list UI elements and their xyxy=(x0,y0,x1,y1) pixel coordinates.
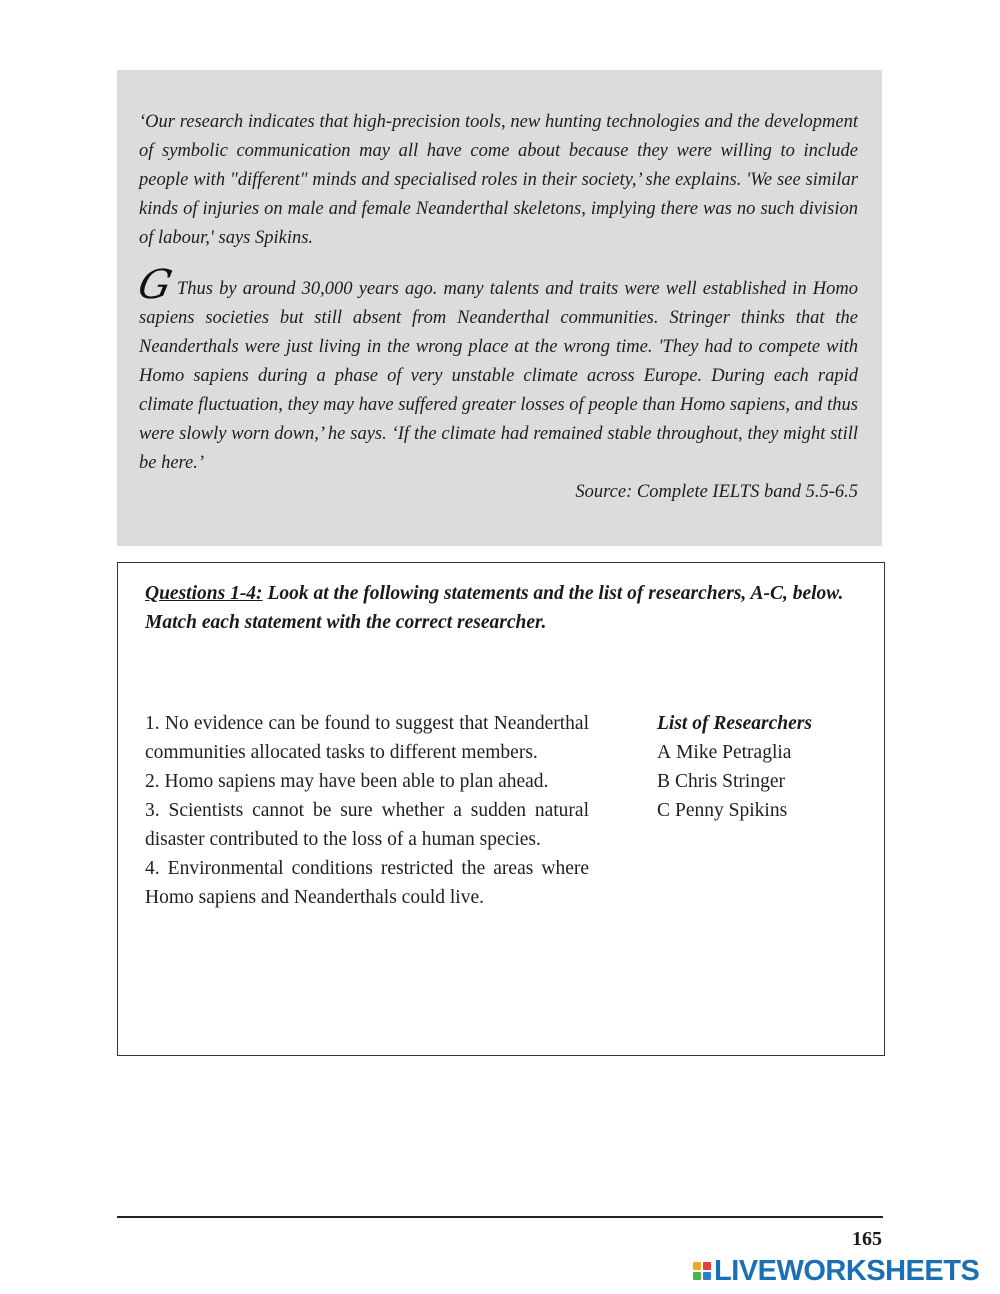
logo-square-2 xyxy=(703,1262,711,1270)
passage-paragraph-1: ‘Our research indicates that high-precision tools, new hunting technologies and the development of symbolic communication may all have come about because they were willing to include people with "different" minds and specialised roles in their society,’ she explains. 'We see similar kinds of injuries on male and female Neanderthal skeletons, implying there was no such division of labour,' says Spikins. xyxy=(139,112,858,248)
statement-4: 4. Environmental conditions restricted the areas where Homo sapiens and Neanderthals could live. xyxy=(145,858,589,908)
researcher-name: Mike Petraglia xyxy=(676,742,792,763)
statement-list xyxy=(145,709,589,912)
logo-square-4 xyxy=(703,1272,711,1280)
researcher-list-title: List of Researchers xyxy=(657,713,812,734)
footer-divider xyxy=(117,1216,883,1218)
source-citation: Source: Complete IELTS band 5.5-6.5 xyxy=(575,482,858,502)
passage-paragraph-2-text: Thus by around 30,000 years ago. many talents and traits were well established in Homo sapiens societies but still absent from Neanderthal communities. Stringer thinks that the Neanderthals were just living in the wrong place at the wrong time. 'They had to compete with Homo sapiens during a phase of very unstable climate across Europe. During each rapid climate fluctuation, they may have suffered greater losses of people than Homo sapiens, and thus were slowly worn down,’ he says. ‘If the climate had remained stable throughout, they might still be here.’ xyxy=(139,279,858,473)
paragraph-letter-g: G xyxy=(134,262,176,308)
page-number: 165 xyxy=(852,1228,882,1250)
researcher-name: Penny Spikins xyxy=(675,800,788,821)
liveworksheets-logo-icon xyxy=(693,1262,711,1280)
researcher-letter: A xyxy=(657,742,672,763)
questions-instruction-2: Match each statement with the correct researcher. xyxy=(145,612,547,633)
researcher-letter: C xyxy=(657,800,671,821)
researcher-list xyxy=(657,709,867,825)
statement-3: 3. Scientists cannot be sure whether a sudden natural disaster contributed to the loss of a human species. xyxy=(145,800,589,850)
researcher-name: Chris Stringer xyxy=(675,771,785,792)
questions-heading xyxy=(145,579,858,608)
logo-square-1 xyxy=(693,1262,701,1270)
researcher-c xyxy=(657,796,867,825)
questions-instruction-1: Look at the following statements and the list of researchers, A-C, below. xyxy=(262,583,844,604)
reading-passage xyxy=(117,70,882,546)
liveworksheets-wordmark: LIVEWORKSHEETS xyxy=(714,1255,980,1287)
liveworksheets-logo[interactable] xyxy=(693,1256,979,1286)
questions-range-label: Questions 1-4: xyxy=(145,583,263,604)
researcher-letter: B xyxy=(657,771,671,792)
questions-box xyxy=(117,562,885,1056)
statement-2: 2. Homo sapiens may have been able to plan ahead. xyxy=(145,771,549,792)
statement-1: 1. No evidence can be found to suggest that Neanderthal communities allocated tasks to different members. xyxy=(145,713,589,763)
researcher-b xyxy=(657,767,867,796)
passage-paragraph-g xyxy=(134,262,858,478)
logo-square-3 xyxy=(693,1272,701,1280)
researcher-a xyxy=(657,738,867,767)
